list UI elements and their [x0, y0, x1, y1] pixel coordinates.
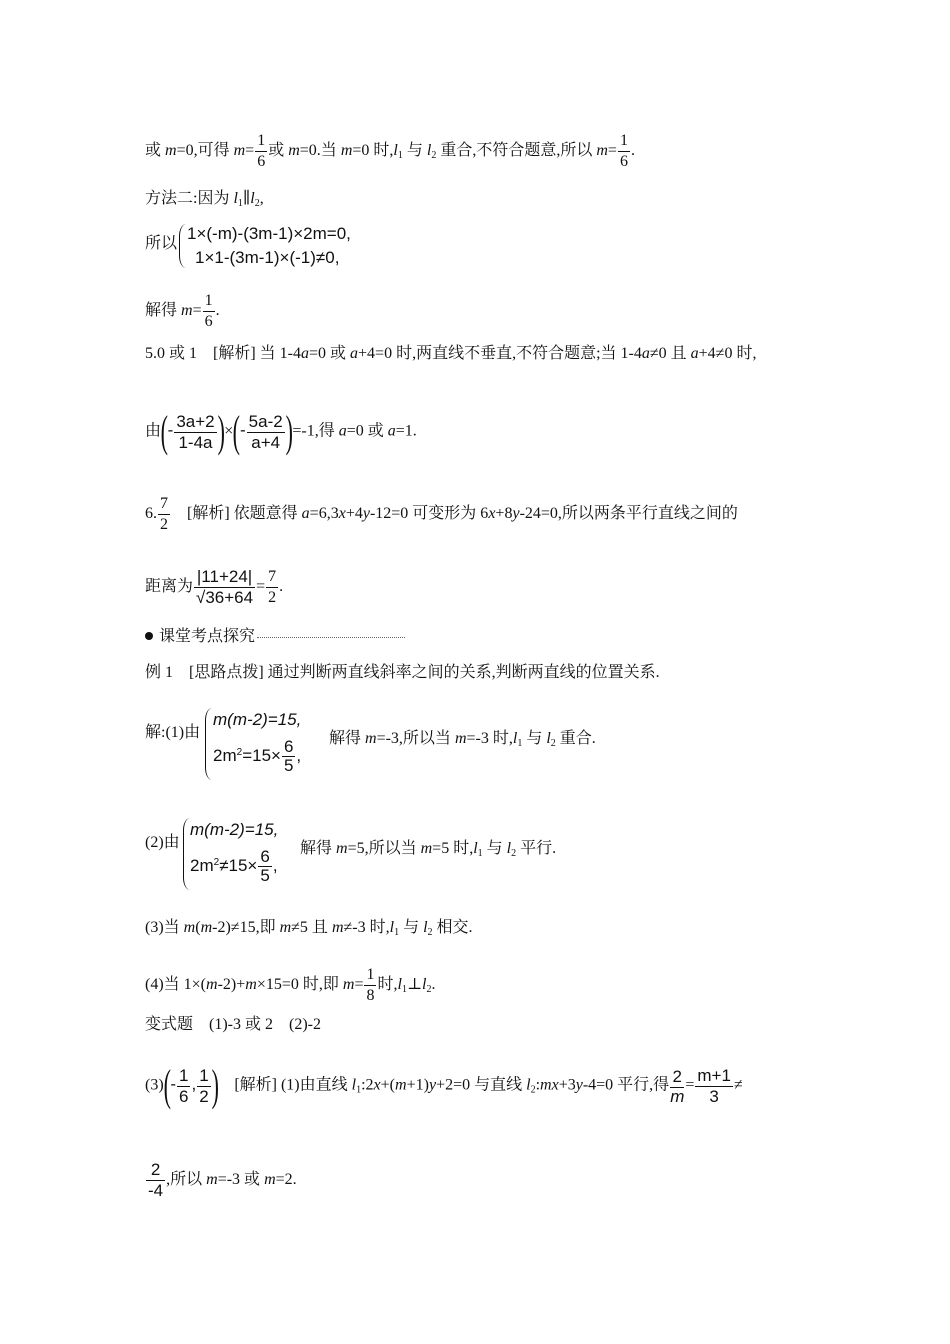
solution-3: (3)当 m(m-2)≠15,即 m≠5 且 m≠-3 时$,l_1$ 与 $l_2$ 相交.	[145, 919, 473, 938]
fraction: $\frac{2}{m}$	[670, 1067, 685, 1106]
method-two: 方法二:因为 $l_1\parallel l_2$,	[145, 190, 264, 209]
fraction: $\frac{1}{6}$	[204, 292, 213, 330]
fraction: $\frac{2}{-4}$	[148, 1160, 164, 1200]
fraction: $\frac{1}{6}$	[257, 132, 266, 170]
bullet-icon	[145, 632, 153, 640]
solution-2-tail: 解得 m=5,所以当 m=5 时$,l_1$ 与 $l_2$ 平行.	[300, 840, 557, 859]
brace	[205, 708, 212, 780]
fraction: $\frac{1}{6}$	[178, 1065, 189, 1106]
system-row-2: 1×1-(3m-1)×(-1)≠0,	[195, 248, 340, 267]
variant-3-continued: $\frac{2}{-4}$ ,所以 m=-3 或 m=2.	[148, 1160, 297, 1200]
solution-2-row-1: m(m-2)=15,	[190, 820, 279, 839]
solution-1-lead: 解:(1)由	[145, 724, 201, 741]
fraction: $\frac{1}{2}$	[199, 1065, 209, 1106]
solution-2-lead: (2)由	[145, 834, 180, 851]
fraction: $\frac{3a+2}{1-4a}$	[176, 411, 215, 452]
dotted-leader	[257, 637, 405, 638]
fraction: $\frac{7}{2}$	[160, 495, 168, 533]
solution-1-row-1: m(m-2)=15,	[213, 710, 302, 729]
solution-1-row-2: $2m^2=15\times$ $\frac{6}{5}$ ,	[213, 737, 302, 775]
system-row-1: 1×(-m)-(3m-1)×2m=0,	[187, 224, 351, 243]
line-m-values: 或 m=0,可得 m= $\frac{1}{6}$ 或 m=0.当 m=0 时$,l_1$ 与 $l_2$ 重合,不符合题意,所以 m= $\frac{1}{6}$ .	[145, 132, 635, 170]
brace	[179, 224, 186, 268]
fraction: $\frac{6}{5}$	[260, 847, 270, 885]
variant-3: (3)(- $\frac{1}{6}$ , $\frac{1}{2}$ ) [解析] (1)由直线 $l_1:2x+(m+1)y+2=0$ 与直线 $l_2:mx+3y-4=0$ 平行,得 $\frac{2}{m}=$ $\frac{m+1}{3}$ ≠	[145, 1061, 743, 1110]
fraction: $\frac{m+1}{3}$	[697, 1065, 731, 1106]
solution-2-row-2: $2m^2\ne 15\times$ $\frac{6}{5}$ ,	[190, 847, 278, 885]
section-header: 课堂考点探究	[145, 629, 405, 645]
fraction: $\frac{|11+24|}{√36+64}$	[196, 567, 254, 607]
question-6: 6. $\frac{7}{2}$ [解析] 依题意得 a=6,3x+4y-12=0 可变形为 6x+8y-24=0,所以两条平行直线之间的	[145, 495, 738, 533]
question-5-equation: 由(- $\frac{3a+2}{1-4a}$ )×(- $\frac{5a-2}{a+4}$ )=-1,得 a=0 或 a=1.	[145, 407, 417, 456]
system-lead: 所以	[145, 235, 178, 252]
solution-1-tail: 解得 m=-3,所以当 m=-3 时$,l_1$ 与 $l_2$ 重合.	[329, 730, 596, 749]
solution-4: (4)当 1×(m-2)+m×15=0 时,即 m= $\frac{1}{8}$ 时$,l_1\perp l_2$.	[145, 966, 436, 1004]
question-6-distance: 距离为 $\frac{|11+24|}{√36+64}$ = $\frac{7}{2}$ .	[145, 567, 284, 607]
fraction: $\frac{1}{8}$	[366, 966, 375, 1004]
solve-m: 解得 m= $\frac{1}{6}$ .	[145, 292, 220, 330]
fraction: $\frac{5a-2}{a+4}$	[248, 411, 283, 452]
question-5: 5.0 或 1 [解析] 当 1-4a=0 或 a+4=0 时,两直线不垂直,不符合题意;当 1-4a≠0 且 a+4≠0 时,	[145, 345, 757, 362]
brace	[183, 818, 190, 890]
variant-answers: 变式题 (1)-3 或 2 (2)-2	[145, 1016, 321, 1033]
example-1: 例 1 [思路点拨] 通过判断两直线斜率之间的关系,判断两直线的位置关系.	[145, 664, 660, 681]
fraction: $\frac{6}{5}$	[283, 737, 294, 775]
fraction: $\frac{1}{6}$	[619, 132, 628, 170]
fraction: $\frac{7}{2}$	[268, 568, 277, 606]
